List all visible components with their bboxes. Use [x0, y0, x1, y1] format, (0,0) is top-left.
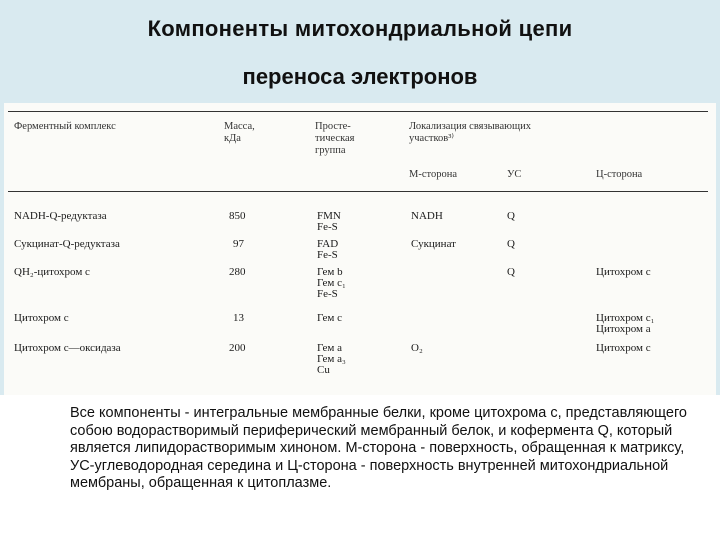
row-5-c-side: Цитохром c	[596, 342, 651, 354]
slide-title	[0, 0, 720, 100]
row-1-groups: FMN Fe-S	[317, 210, 341, 233]
header-m-side: М-сторона	[409, 169, 457, 180]
table-header-rule	[8, 191, 708, 192]
row-4-c-side: Цитохром c₁ Цитохром a	[596, 312, 655, 335]
row-3-groups: Гем b Гем c₁ Fe-S	[317, 266, 346, 300]
scanned-table	[4, 103, 716, 395]
row-2-mass: 97	[233, 238, 244, 250]
row-3-c-side: Цитохром c	[596, 266, 651, 278]
footer-text: Все компоненты - интегральные мембранные белки, кроме цитохрома с, представляющего собою водорастворимый периферический мембранный белок, и кофермента Q, который является липидорастворимым хиноном. М-сторона - поверхность, обращенная к матриксу, УС-углеводородная середина и Ц-сторона - поверхность внутренней митохондриальной мембраны, обращенная к цитоплазме.	[70, 405, 687, 491]
row-1-m-side: NADH	[411, 210, 443, 222]
row-3-us: Q	[507, 266, 515, 278]
row-4-mass: 13	[233, 312, 244, 324]
title-line-1: Компоненты митохондриальной цепи	[147, 16, 573, 41]
row-5-groups: Гем a Гем a₃ Cu	[317, 342, 346, 376]
footer-note	[0, 395, 720, 540]
row-3-name: QH₂-цитохром c	[14, 266, 90, 278]
header-mass: Масса, кДа	[224, 121, 255, 144]
row-1-us: Q	[507, 210, 515, 222]
row-2-m-side: Сукцинат	[411, 238, 456, 250]
row-3-mass: 280	[229, 266, 246, 278]
title-line-2: переноса электронов	[242, 64, 478, 89]
table-top-rule	[8, 111, 708, 112]
header-prosthetic: Просте- тическая группа	[315, 121, 355, 156]
row-1-mass: 850	[229, 210, 246, 222]
header-complex: Ферментный комплекс	[14, 121, 116, 132]
row-4-name: Цитохром c	[14, 312, 69, 324]
row-5-name: Цитохром c—оксидаза	[14, 342, 121, 354]
header-c-side: Ц-сторона	[596, 169, 643, 180]
header-us: УС	[507, 169, 522, 180]
row-1-name: NADH-Q-редуктаза	[14, 210, 107, 222]
row-2-name: Сукцинат-Q-редуктаза	[14, 238, 120, 250]
row-2-us: Q	[507, 238, 515, 250]
row-5-mass: 200	[229, 342, 246, 354]
row-2-groups: FAD Fe-S	[317, 238, 339, 261]
header-localization: Локализация связывающих участков³⁾	[409, 121, 531, 144]
row-5-m-side: O₂	[411, 342, 423, 354]
row-4-groups: Гем c	[317, 312, 342, 324]
